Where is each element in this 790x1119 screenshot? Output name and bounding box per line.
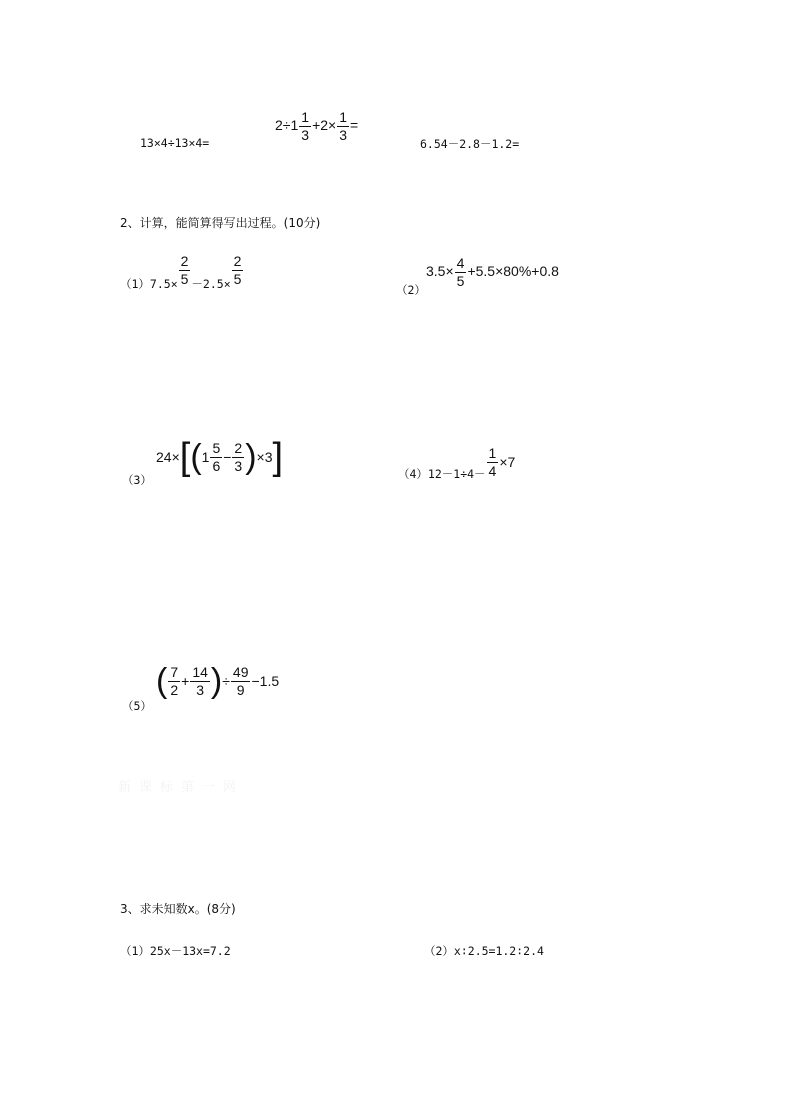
section-3-heading: 3、求未知数x。(8分) (120, 902, 236, 916)
fraction (337, 110, 349, 142)
numerator: 1 (301, 109, 310, 125)
denominator: 3 (234, 457, 243, 474)
numerator: 2 (234, 439, 243, 456)
numerator: 5 (212, 439, 221, 456)
denominator: 5 (233, 270, 242, 287)
question-2-1 (120, 253, 244, 292)
question-3-1: （1）25x－13x=7.2 (120, 944, 231, 958)
right-bracket: ] (272, 436, 284, 478)
question-2-5-label: （5） (122, 699, 152, 713)
fraction (299, 110, 311, 142)
expr-part: + (181, 673, 190, 689)
denominator: 9 (236, 681, 245, 698)
expression-13x4: 13×4÷13×4= (140, 136, 210, 150)
right-paren: ) (210, 662, 223, 700)
expr-part: 24× (156, 449, 180, 465)
fraction (455, 256, 467, 288)
numerator: 14 (192, 663, 208, 680)
fraction (210, 441, 222, 473)
denominator: 5 (180, 270, 189, 287)
question-2-5-expression (156, 664, 279, 698)
watermark-text: 新课标第一网 (118, 780, 245, 795)
fraction (487, 446, 499, 478)
expression-6-54: 6.54－2.8－1.2= (420, 137, 520, 151)
question-label: （4）12－1÷4－ (398, 467, 486, 482)
numerator: 2 (180, 253, 189, 269)
fraction (190, 665, 210, 697)
question-2-2-label: （2） (396, 283, 426, 297)
question-2-4 (398, 445, 516, 482)
fraction (231, 665, 251, 697)
expr-part: 2÷1 (275, 116, 299, 133)
denominator: 5 (456, 272, 465, 289)
expr-part: －2.5× (191, 277, 231, 292)
expression-fraction-division (275, 110, 358, 142)
expr-part: −1.5 (251, 673, 280, 689)
denominator: 3 (339, 126, 347, 143)
numerator: 4 (456, 255, 465, 271)
fraction (179, 254, 191, 286)
denominator: 4 (488, 462, 497, 479)
fraction (168, 665, 180, 697)
question-2-2-expression (426, 256, 559, 288)
left-paren: ( (190, 438, 202, 476)
question-3-2: （2）x∶2.5=1.2∶2.4 (424, 944, 544, 958)
question-2-3-label: （3） (122, 473, 152, 487)
left-bracket: [ (179, 436, 191, 478)
expr-part: − (223, 449, 232, 465)
denominator: 2 (170, 681, 179, 698)
expr-part: = (350, 116, 359, 133)
fraction (232, 441, 244, 473)
numerator: 49 (232, 663, 249, 680)
fraction (232, 254, 244, 286)
numerator: 7 (170, 663, 179, 680)
expr-part: ×7 (499, 454, 516, 471)
expr-part: 3.5× (426, 262, 454, 279)
denominator: 3 (301, 126, 310, 143)
denominator: 6 (212, 457, 221, 474)
numerator: 1 (488, 445, 497, 461)
expr-part: ÷ (222, 673, 230, 689)
expr-part: +5.5×80%+0.8 (467, 262, 559, 279)
section-2-heading: 2、计算，能简算得写出过程。(10分) (120, 216, 321, 230)
question-label: （1）7.5× (120, 277, 178, 292)
denominator: 3 (196, 681, 204, 698)
expr-part: ×3 (256, 449, 273, 465)
mixed-whole: 1 (201, 449, 210, 465)
expr-part: +2× (312, 116, 337, 133)
numerator: 2 (233, 253, 242, 269)
question-2-3-expression (156, 438, 283, 476)
left-paren: ( (156, 662, 168, 700)
right-paren: ) (245, 438, 257, 476)
numerator: 1 (339, 109, 347, 125)
